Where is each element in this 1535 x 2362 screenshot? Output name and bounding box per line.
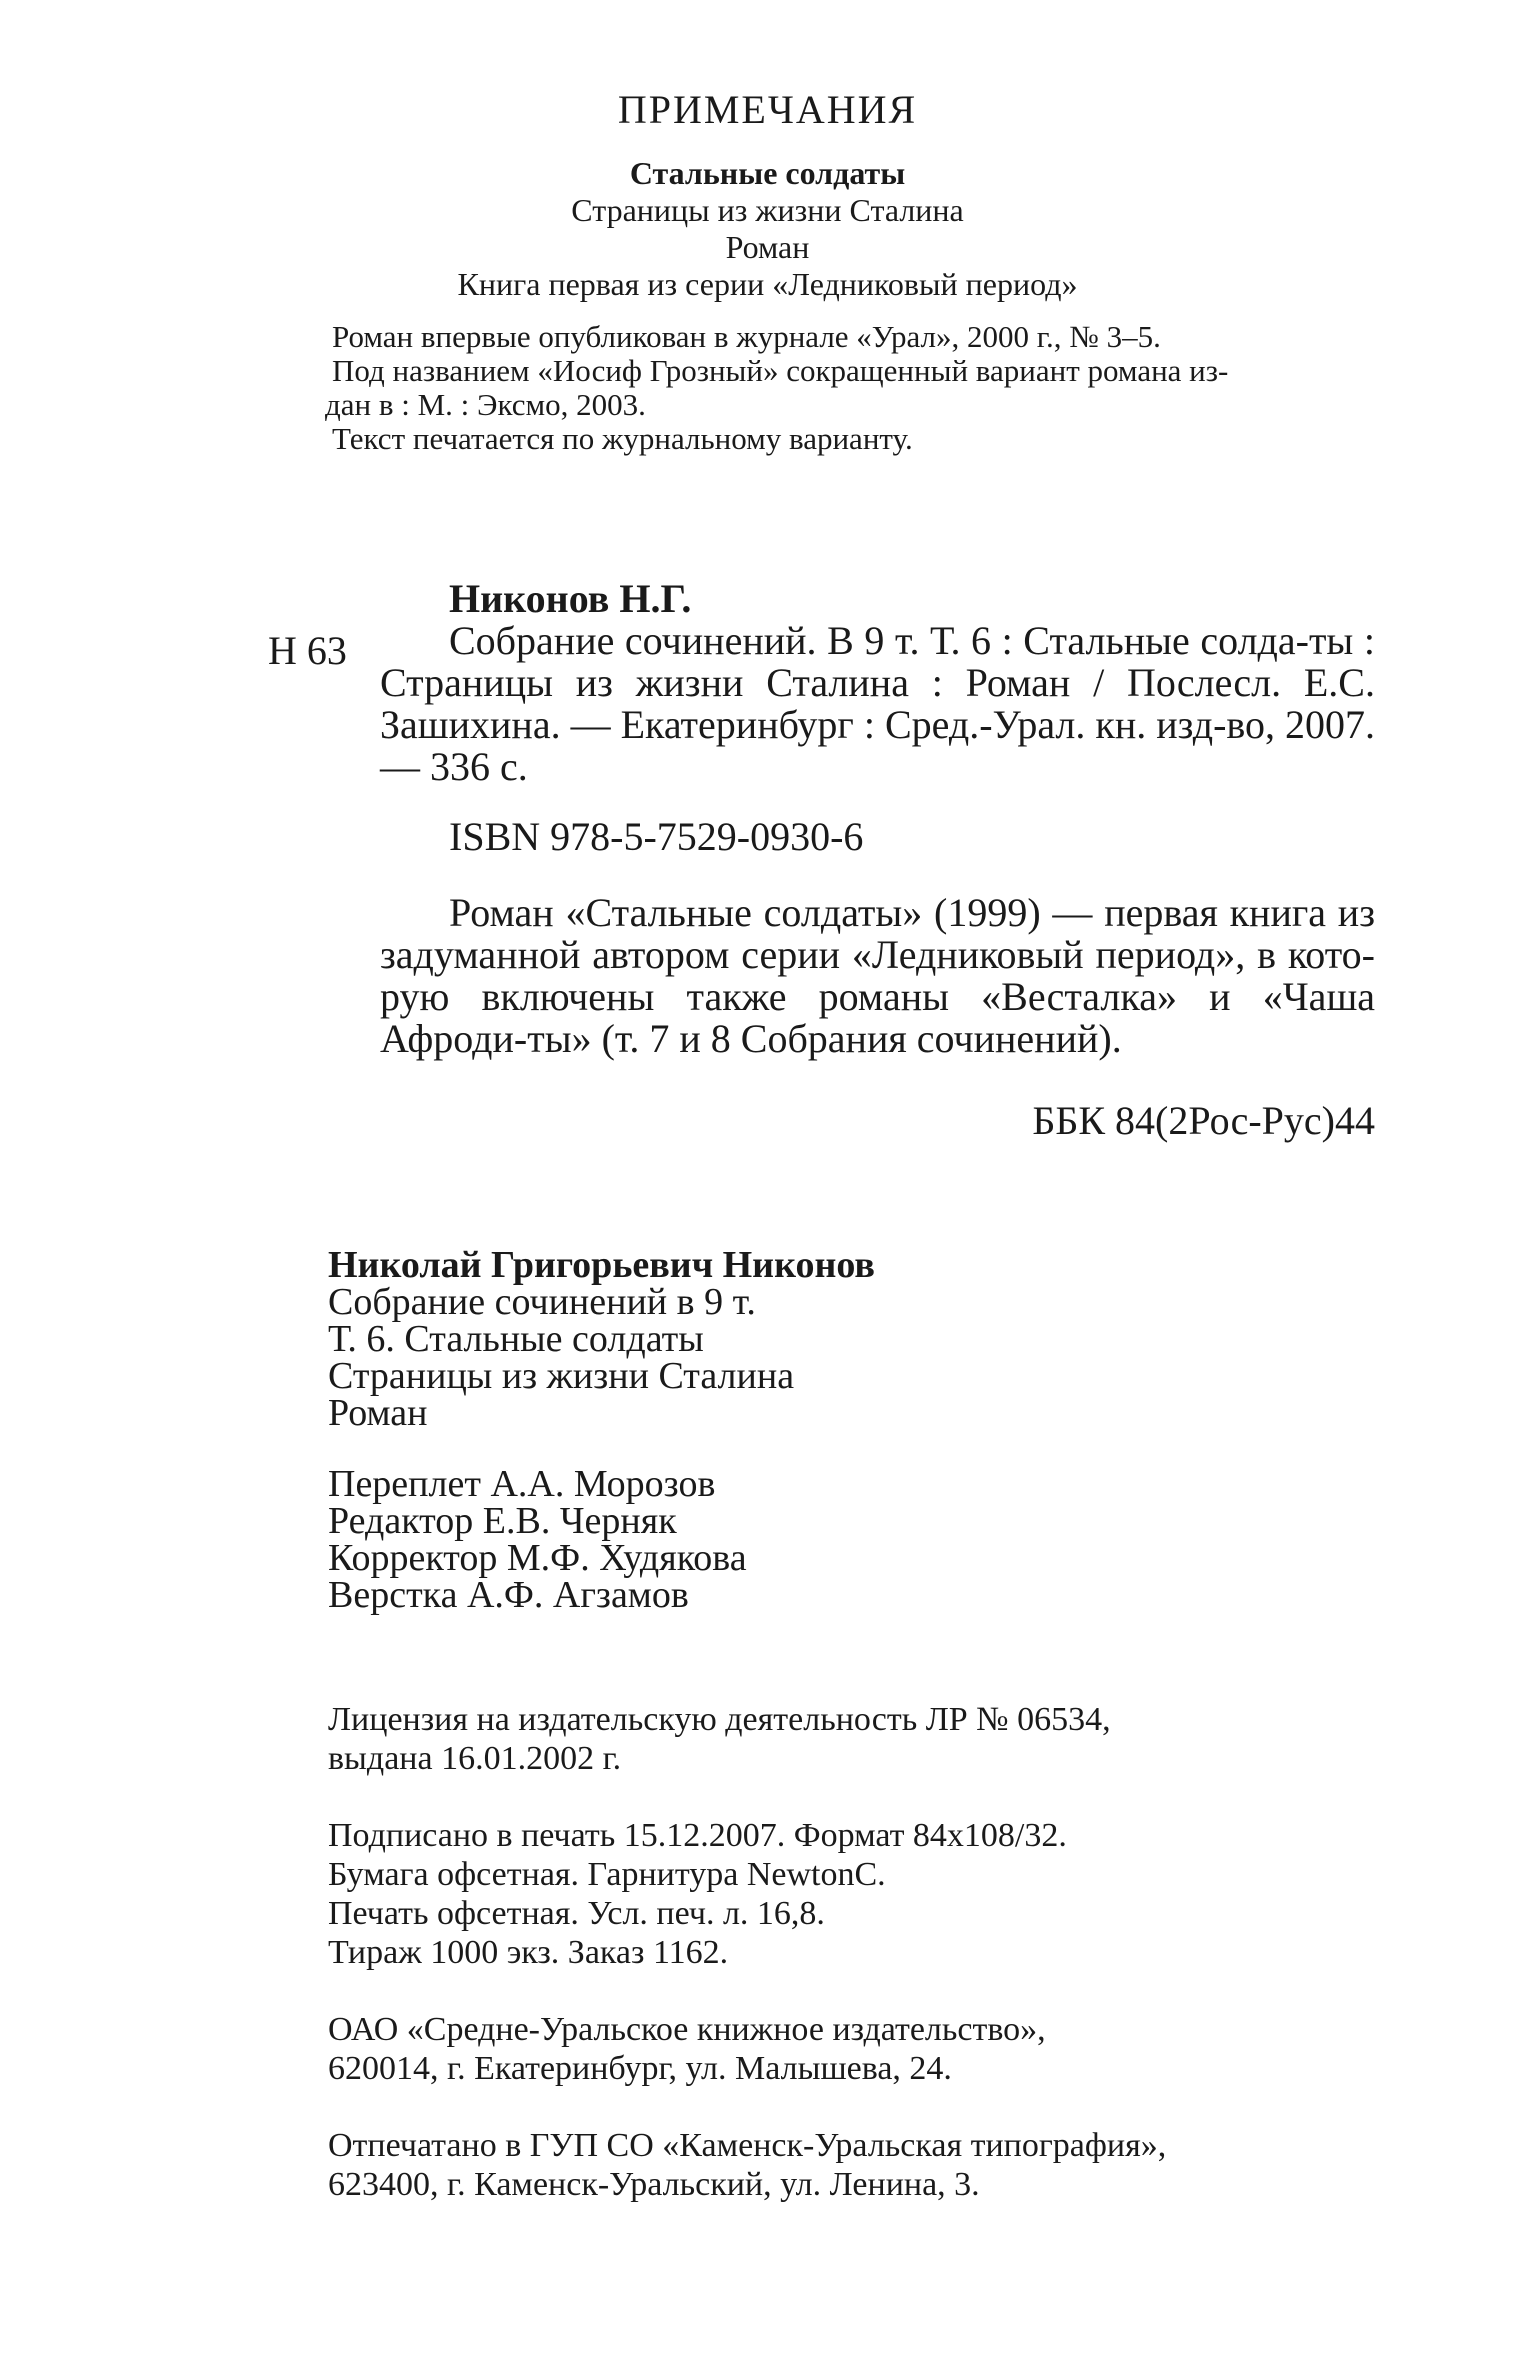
notes-line: Роман впервые опубликован в журнале «Урал», 2000 г., № 3–5. — [332, 319, 1161, 354]
credits-line: Роман — [328, 1392, 428, 1434]
catalog-code: Н 63 — [268, 628, 347, 673]
book-subtitle: Страницы из жизни Сталина — [571, 192, 964, 228]
notes-line: Текст печатается по журнальному варианту. — [332, 421, 913, 456]
notes-title-block — [0, 155, 1535, 303]
staff-line: Редактор Е.В. Черняк — [328, 1500, 677, 1542]
catalog-description: Собрание сочинений. В 9 т. Т. 6 : Стальные солда-ты : Страницы из жизни Сталина : Роман / Послесл. Е.С. Зашихина. — Екатеринбург : Сред.-Урал. кн. изд-во, 2007. — 336 с. — [380, 618, 1375, 789]
catalog-author: Никонов Н.Г. — [449, 576, 692, 621]
printer-line: Отпечатано в ГУП СО «Каменск-Уральская типография», — [328, 2127, 1167, 2164]
notes-heading: ПРИМЕЧАНИЯ — [617, 87, 918, 132]
staff-line: Переплет А.А. Морозов — [328, 1463, 716, 1505]
license-line: выдана 16.01.2002 г. — [328, 1740, 622, 1777]
notes-line: дан в : М. : Эксмо, 2003. — [325, 387, 646, 422]
credits-line: Страницы из жизни Сталина — [328, 1355, 795, 1397]
catalog-card — [380, 578, 1375, 1142]
staff-line: Верстка А.Ф. Агзамов — [328, 1574, 689, 1616]
publisher-line: ОАО «Средне-Уральское книжное издательство», — [328, 2011, 1046, 2048]
bbk-code: ББК 84(2Рос-Рус)44 — [1032, 1098, 1375, 1143]
credits-line: Собрание сочинений в 9 т. — [328, 1281, 756, 1323]
print-info-line: Тираж 1000 экз. Заказ 1162. — [328, 1934, 729, 1971]
printer-line: 623400, г. Каменск-Уральский, ул. Ленина, 3. — [328, 2166, 980, 2203]
publisher-line: 620014, г. Екатеринбург, ул. Малышева, 24. — [328, 2050, 952, 2087]
print-info-line: Печать офсетная. Усл. печ. л. 16,8. — [328, 1895, 825, 1932]
staff-line: Корректор М.Ф. Худякова — [328, 1537, 747, 1579]
notes-line: Под названием «Иосиф Грозный» сокращенный вариант романа из- — [332, 353, 1229, 388]
isbn: ISBN 978-5-7529-0930-6 — [449, 814, 864, 859]
book-title: Стальные солдаты — [629, 155, 906, 191]
imprint-block — [328, 1700, 1378, 2204]
print-info-line: Бумага офсетная. Гарнитура NewtonC. — [328, 1856, 886, 1893]
print-info-line: Подписано в печать 15.12.2007. Формат 84х108/32. — [328, 1817, 1067, 1854]
notes-text — [325, 320, 1375, 456]
author-full-name: Николай Григорьевич Никонов — [328, 1244, 875, 1286]
book-genre: Роман — [725, 229, 810, 265]
license-line: Лицензия на издательскую деятельность ЛР № 06534, — [328, 1701, 1111, 1738]
credits-line: Т. 6. Стальные солдаты — [328, 1318, 704, 1360]
book-series: Книга первая из серии «Ледниковый период» — [457, 266, 1078, 302]
catalog-annotation: Роман «Стальные солдаты» (1999) — первая книга из задуманной автором серии «Ледниковый период», в кото-рую включены также романы «Весталка» и «Чаша Афроди-ты» (т. 7 и 8 Собрания сочинений). — [380, 890, 1375, 1061]
credits-block — [328, 1244, 1378, 1616]
